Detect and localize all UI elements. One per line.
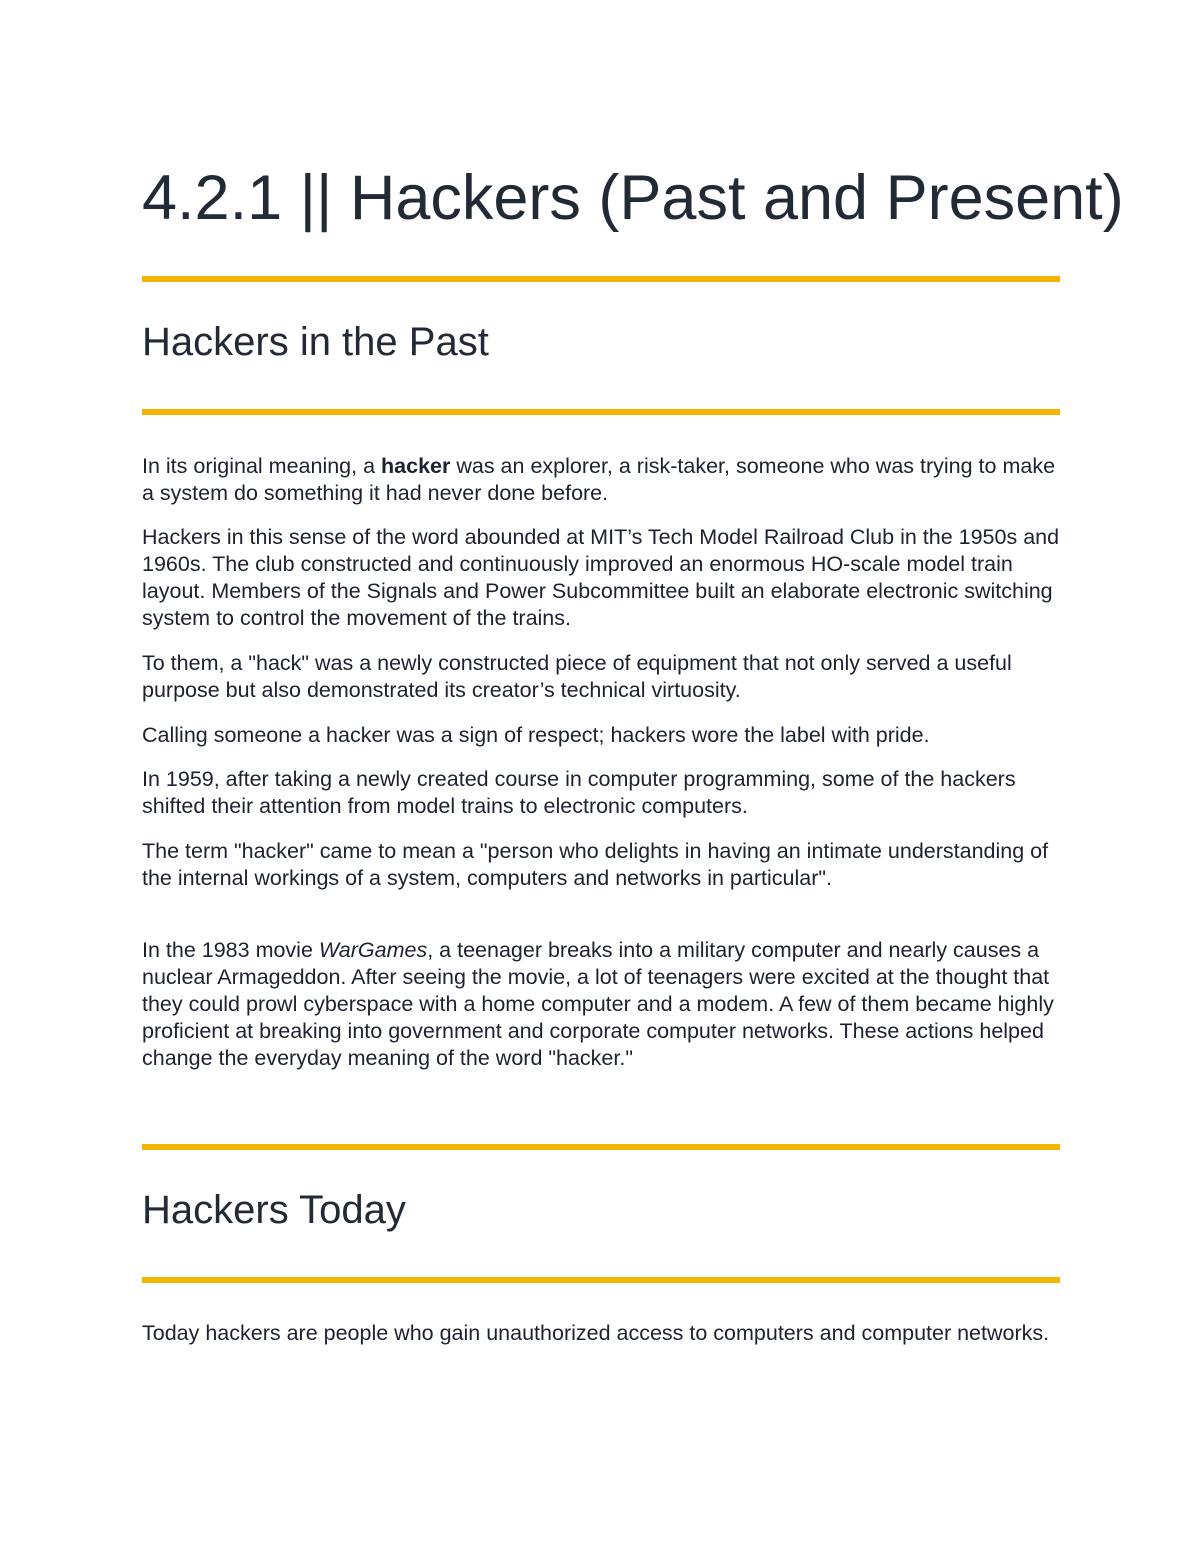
- section-divider-past: [142, 409, 1060, 415]
- movie-title: WarGames: [318, 938, 428, 962]
- paragraph-today: Today hackers are people who gain unauthorized access to computers and computer networks.: [142, 1321, 1050, 1345]
- section-heading-past: Hackers in the Past: [142, 320, 489, 364]
- section-divider-today: [142, 1277, 1060, 1283]
- paragraph-hack-meaning: To them, a "hack" was a newly constructed piece of equipment that not only served a useful purpose but also demonstrated its creator’s technical virtuosity.: [142, 651, 1012, 702]
- paragraph-text: In the 1983 movie: [142, 938, 319, 962]
- section-heading-today: Hackers Today: [142, 1188, 406, 1232]
- bold-term-hacker: hacker: [381, 454, 451, 478]
- section-divider-today-top: [142, 1144, 1060, 1150]
- paragraph-respect: Calling someone a hacker was a sign of respect; hackers wore the label with pride.: [142, 723, 930, 747]
- paragraph-1959: In 1959, after taking a newly created course in computer programming, some of the hackers shifted their attention from model trains to electronic computers.: [142, 767, 1016, 818]
- paragraph-text: was an explorer, a risk-taker, someone who was trying to make a system do something it had never done before.: [142, 454, 1056, 505]
- page-title: 4.2.1 || Hackers (Past and Present): [142, 163, 1124, 233]
- title-divider: [142, 276, 1060, 282]
- paragraph-hacker-definition: [142, 453, 1060, 507]
- paragraph-wargames: [142, 937, 1060, 1072]
- paragraph-mit-club: Hackers in this sense of the word abounded at MIT’s Tech Model Railroad Club in the 1950s and 1960s. The club constructed and continuously improved an enormous HO-scale model train layout. Members of the Signals and Power Subcommittee built an elaborate electronic switching system to control the movement of the trains.: [142, 525, 1060, 630]
- paragraph-text: In its original meaning, a: [142, 454, 382, 478]
- paragraph-term-hacker: The term "hacker" came to mean a "person who delights in having an intimate understanding of the internal workings of a system, computers and networks in particular".: [142, 839, 1049, 890]
- paragraph-text: , a teenager breaks into a military computer and nearly causes a nuclear Armageddon. After seeing the movie, a lot of teenagers were excited at the thought that they could prowl cyberspace with a home computer and a modem. A few of them became highly proficient at breaking into government and corporate computer networks. These actions helped change the everyday meaning of the word "hacker.": [142, 938, 1054, 1070]
